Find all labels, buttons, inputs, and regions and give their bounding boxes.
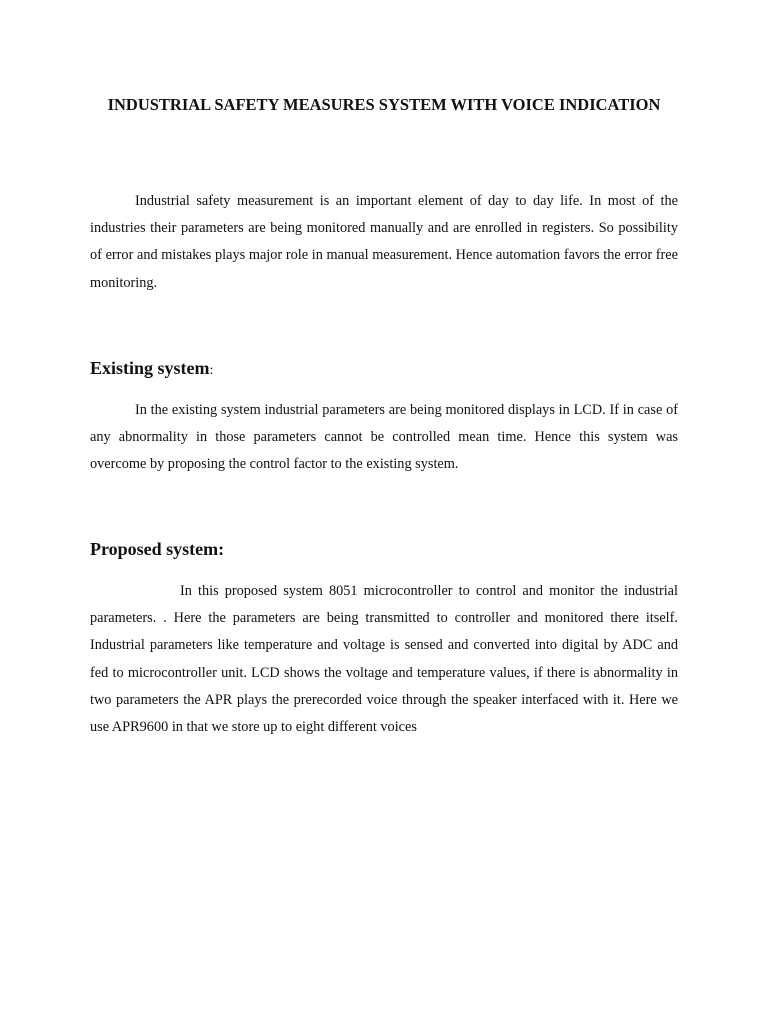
proposed-system-paragraph: In this proposed system 8051 microcontroller to control and monitor the industrial parameters. . Here the parameters are being transmitted to controller and monitored there itself. Industrial parameters like temperature and voltage is sensed and converted into digital by ADC and fed to microcontroller unit. LCD shows the voltage and temperature values, if there is abnormality in two parameters the APR plays the prerecorded voice through the speaker interfaced with it. Here we use APR9600 in that we store up to eight different voices <box>90 583 678 736</box>
intro-paragraph: Industrial safety measurement is an important element of day to day life. In most of the industries their parameters are being monitored manually and are enrolled in registers. So possibility of error and mistakes plays major role in manual measurement. Hence automation favors the error free monitoring. <box>90 193 678 291</box>
existing-system-heading <box>90 356 678 383</box>
existing-system-paragraph: In the existing system industrial parameters are being monitored displays in LCD. If in case of any abnormality in those parameters cannot be controlled mean time. Hence this system was overcome by proposing the control factor to the existing system. <box>90 402 678 473</box>
proposed-system-heading: Proposed system: <box>90 539 225 559</box>
existing-system-heading-colon: : <box>209 363 214 378</box>
existing-system-heading-text: Existing system <box>90 358 210 378</box>
document-title: INDUSTRIAL SAFETY MEASURES SYSTEM WITH VOICE INDICATION <box>107 95 661 114</box>
